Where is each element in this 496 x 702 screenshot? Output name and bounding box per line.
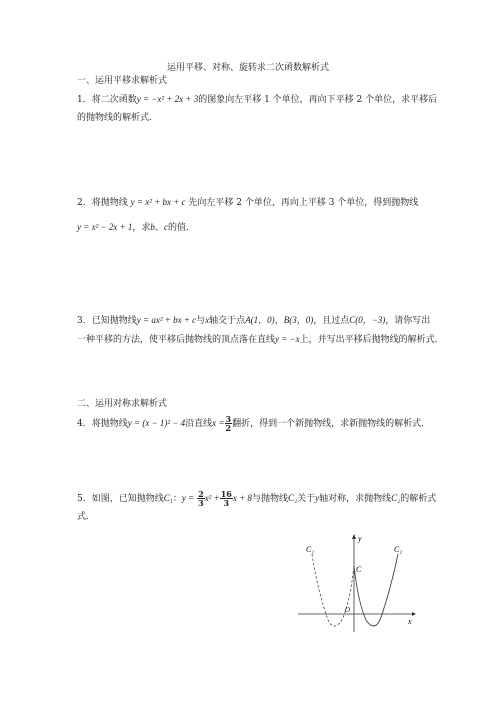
- section-heading-translation: 一、运用平移求解析式: [77, 76, 168, 86]
- question-5-colon: ：: [172, 494, 182, 504]
- label-x-axis: x: [408, 617, 412, 626]
- question-2-line-2: [77, 221, 195, 234]
- question-3-line-1: 3．已知抛物线y = ax² + bx + c与x轴交于点A(1，0)，B(3，0)，且过点C(0，−3)，请你写出: [77, 315, 431, 326]
- question-2-text-cont: 先向左平移 2 个单位，再向上平移 3 个单位，得到抛物线: [188, 198, 419, 208]
- question-5-x-squared: x² +: [204, 493, 220, 503]
- question-1-expression: y = −x² + 2x + 3: [136, 94, 199, 104]
- x-axis-arrow: [412, 612, 416, 616]
- question-2-var-b: b: [150, 222, 155, 232]
- question-5-rest: x + 8: [232, 493, 252, 503]
- question-4-text-end: 翻折，得到一个新抛物线，求新抛物线的解析式．: [232, 419, 431, 429]
- fraction-numerator: 16: [220, 489, 232, 499]
- question-5-line-1: [77, 488, 436, 509]
- parabola-c1: [312, 554, 354, 626]
- question-2-text: 将抛物线: [91, 198, 128, 208]
- question-4-line-1: [77, 413, 430, 434]
- label-c: C: [356, 565, 362, 574]
- question-5-line-2: 式．: [77, 512, 96, 522]
- y-axis-arrow: [352, 534, 356, 539]
- question-3-number: 3．: [77, 316, 92, 326]
- question-3-point-a: A(1，0): [245, 315, 275, 325]
- question-2-line-1: [77, 196, 418, 209]
- question-3-text-and: 与: [196, 316, 206, 326]
- question-1-line-1: [77, 93, 437, 106]
- question-4-number: 4．: [77, 419, 92, 429]
- question-4-expression: y = (x − 1)² − 4: [127, 418, 186, 428]
- question-5-fraction-2: [220, 490, 233, 507]
- page-title: 运用平移、对称、旋转求二次函数解析式: [166, 63, 329, 73]
- question-4-fraction: [225, 415, 233, 432]
- question-5-c1: C₁: [163, 493, 173, 503]
- question-3-line-2: [77, 333, 444, 346]
- question-1-number: 1．: [77, 95, 92, 105]
- fraction-denominator: 3: [223, 498, 230, 508]
- question-4-text: 将抛物线: [91, 419, 128, 429]
- question-3-x: x: [205, 315, 210, 325]
- fraction-denominator: 3: [198, 498, 204, 508]
- question-5-y-equals: y =: [181, 493, 195, 503]
- question-2-sep: 、: [154, 223, 164, 233]
- question-2-target-expression: y = x² − 2x + 1: [77, 222, 133, 232]
- question-4-text-along: 沿直线: [185, 419, 213, 429]
- question-3-text-axis: 轴交于点: [209, 316, 246, 326]
- fraction-numerator: 2: [198, 489, 204, 499]
- question-4-x-equals: x =: [212, 418, 225, 428]
- label-o: O: [345, 606, 351, 614]
- question-1-text: 将二次函数: [91, 95, 137, 105]
- question-3-text-end: ，请你写出: [385, 316, 431, 326]
- question-3-line-2-text: 一种平移的方法，使平移后抛物线的顶点落在直线: [77, 335, 276, 345]
- question-5-fraction-1: [197, 490, 205, 507]
- question-2-end: 的值．: [167, 223, 195, 233]
- question-3-line-2-end: 上，并写出平移后抛物线的解析式．: [299, 335, 444, 345]
- question-3-text-through: ，且过点: [313, 316, 350, 326]
- section-heading-symmetry: 二、运用对称求解析式: [77, 399, 168, 409]
- label-y-axis: y: [358, 534, 362, 543]
- question-1-line-2: 的抛物线的解析式．: [77, 113, 159, 123]
- fraction-numerator: 3: [225, 414, 232, 424]
- question-2-number: 2．: [77, 198, 92, 208]
- question-3-point-c: C(0，−3): [349, 315, 386, 325]
- question-5-number: 5．: [77, 494, 92, 504]
- question-5-text: 如图，已知抛物线: [91, 494, 164, 504]
- question-5-c2: C₂: [287, 493, 298, 503]
- question-5-y: y: [315, 493, 320, 503]
- question-5-text-end: 的解析式: [400, 494, 437, 504]
- label-c1: C₁: [306, 545, 315, 554]
- question-5-c2-again: C₂: [391, 493, 401, 503]
- question-3-point-b: B(3，0): [283, 315, 314, 325]
- question-2-expression: y = x² + bx + c: [130, 197, 186, 207]
- parabola-figure: [290, 532, 420, 640]
- question-5-text-axis: 轴对称，求抛物线: [319, 494, 392, 504]
- fraction-denominator: 2: [225, 423, 232, 433]
- question-3-line-expression: y = −x: [275, 334, 300, 344]
- question-2-var-c: c: [163, 222, 168, 232]
- question-3-text: 已知抛物线: [91, 316, 137, 326]
- label-c2: C₂: [394, 545, 403, 554]
- question-2-ask: ，求: [132, 223, 151, 233]
- question-1-text-cont: 的图象向左平移 1 个单位，再向下平移 2 个单位，求平移后: [198, 95, 438, 105]
- question-3-expression: y = ax² + bx + c: [136, 315, 197, 325]
- question-5-text-with: 与抛物线: [251, 494, 288, 504]
- question-5-text-about: 关于: [297, 494, 316, 504]
